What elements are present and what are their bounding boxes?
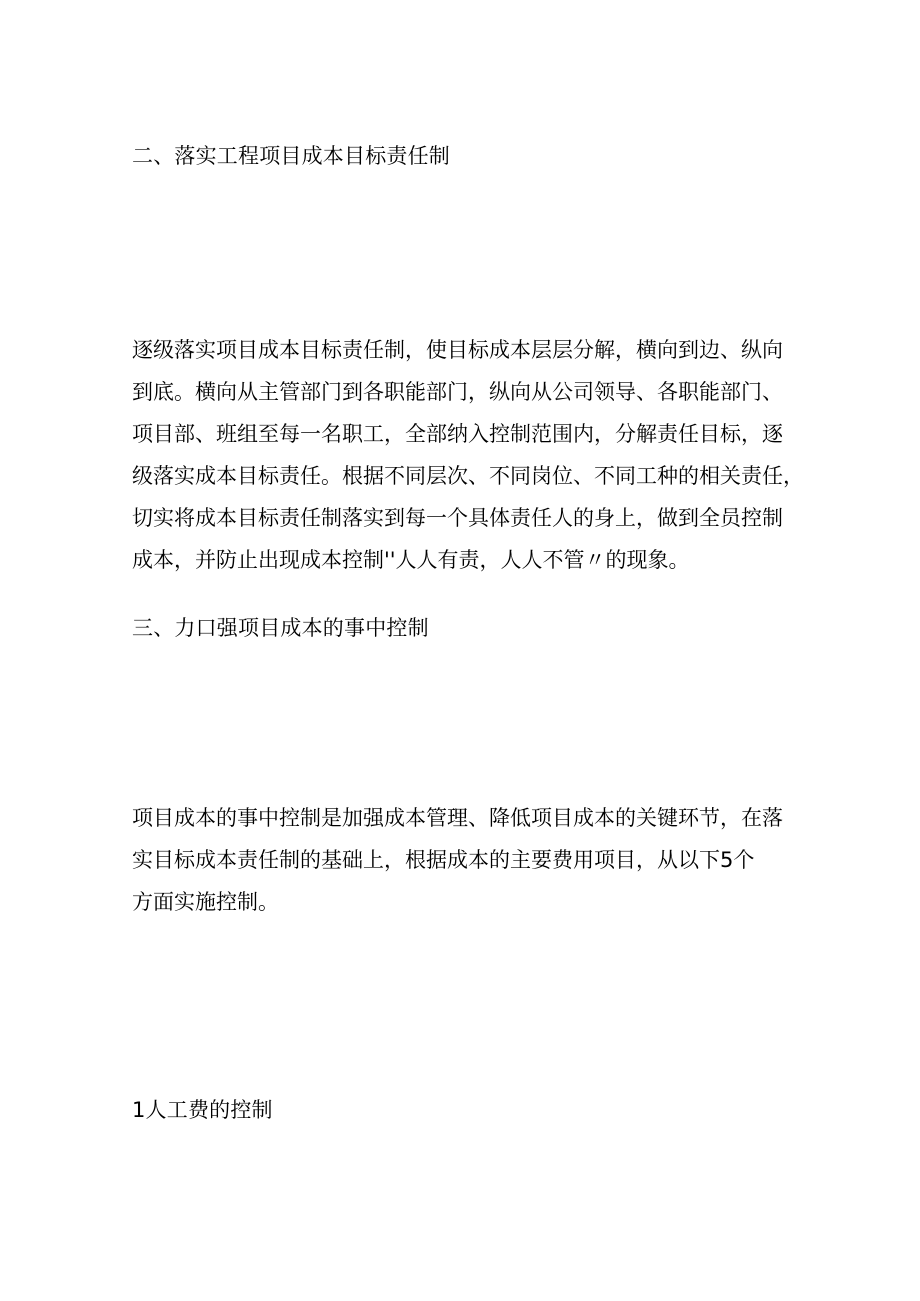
paragraph-line: 方面实施控制。 [132, 890, 279, 914]
subsection-heading-labor-cost: 1人工费的控制 [132, 1098, 273, 1122]
cost-responsibility-paragraph [132, 329, 804, 581]
paragraph-line: 逐级落实项目成本目标责任制，使目标成本层层分解，横向到边、纵向 [132, 338, 783, 362]
paragraph-line: 级落实成本目标责任。根据不同层次、不同岗位、不同工种的相关责任， [132, 464, 804, 488]
section-heading-three: 三、力口强项目成本的事中控制 [132, 616, 429, 640]
paragraph-line: 切实将成本目标责任制落实到每一个具体责任人的身上，做到全员控制 [132, 506, 783, 530]
section-heading-two: 二、落实工程项目成本目标责任制 [132, 144, 450, 168]
paragraph-line: 到底。横向从主管部门到各职能部门，纵向从公司领导、各职能部门、 [132, 380, 783, 404]
in-process-control-paragraph [132, 797, 804, 923]
paragraph-line: 项目成本的事中控制是加强成本管理、降低项目成本的关键环节，在落 [132, 806, 783, 830]
paragraph-line: 实目标成本责任制的基础上，根据成本的主要费用项目，从以下5个 [132, 848, 755, 872]
paragraph-line: 成本，并防止出现成本控制''人人有责，人人不管〃的现象。 [132, 548, 690, 572]
paragraph-line: 项目部、班组至每一名职工，全部纳入控制范围内，分解责任目标，逐 [132, 422, 783, 446]
